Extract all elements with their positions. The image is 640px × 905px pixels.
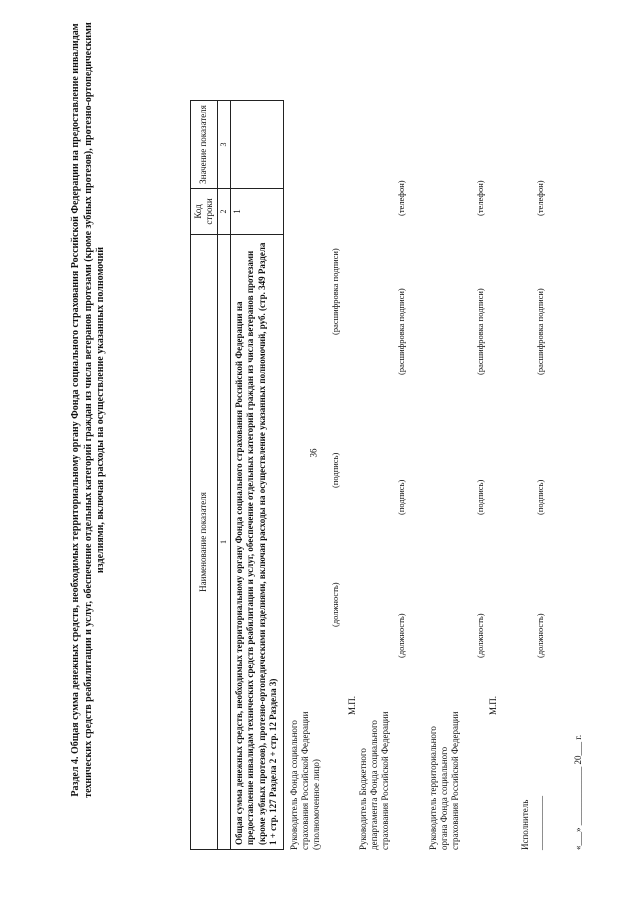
- page-number: 36: [308, 448, 319, 458]
- stamp-mark-2: М.П.: [488, 695, 498, 715]
- caption-phone-2: (телефон): [396, 180, 406, 216]
- caption-phone-4: (телефон): [535, 180, 545, 216]
- signatory-territorial-head: Руководитель территориального органа Фонда социального страхования Российской Федерации: [428, 711, 460, 850]
- stamp-mark-1: М.П.: [347, 695, 357, 715]
- caption-position-3: (должность): [475, 613, 485, 658]
- executor-blank-line: ____________: [534, 796, 544, 850]
- col-number-3: 3: [218, 101, 231, 189]
- row-indicator-name: Общая сумма денежных средств, необходимых территориальному органу Фонда социального страхования Российской Федерации на предоставление инвалидам технических средств реабилитации и услуг, обеспечение отдельных категорий граждан из числа ветеранов протезами (кроме зубных протезов), протезно-ортопедическими изделиями, включая расходы на осуществление указанных полномочий, руб. (стр. 349 Раздела 1 + стр. 127 Раздела 2 + стр. 12 Раздела 3): [230, 234, 283, 849]
- signatory-head-fss: Руководитель Фонда социального страхования Российской Федерации (уполномоченное лицо): [289, 711, 321, 850]
- section-title: Раздел 4. Общая сумма денежных средств, необходимых территориальному органу Фонда социального страхования Российской Федерации на предоставление инвалидам технических средств реабилитации и услуг, обеспечение отдельных категорий граждан из числа ветеранов протезами (кроме зубных протезов), протезно-ортопедическими изделиями, включая расходы на осуществление указанных полномочий: [70, 22, 106, 798]
- caption-decoding-1: (расшифровка подписи): [330, 248, 340, 335]
- signatory-executor: Исполнитель: [520, 799, 530, 850]
- header-indicator-value: Значение показателя: [191, 101, 218, 189]
- caption-signature-4: (подпись): [535, 479, 545, 515]
- table-row: [230, 101, 283, 850]
- caption-position-1: (должность): [330, 582, 340, 627]
- row-indicator-value: [230, 101, 283, 189]
- row-line-code: 1: [230, 188, 283, 234]
- table-number-row: [218, 101, 231, 850]
- header-line-code: Код строки: [191, 188, 218, 234]
- caption-phone-3: (телефон): [475, 180, 485, 216]
- caption-position-2: (должность): [396, 613, 406, 658]
- caption-decoding-4: (расшифровка подписи): [535, 288, 545, 375]
- caption-decoding-3: (расшифровка подписи): [475, 288, 485, 375]
- table-header-row: [191, 101, 218, 850]
- col-number-2: 2: [218, 188, 231, 234]
- caption-signature-3: (подпись): [475, 479, 485, 515]
- caption-position-4: (должность): [535, 613, 545, 658]
- col-number-1: 1: [218, 234, 231, 849]
- header-indicator-name: Наименование показателя: [191, 234, 218, 849]
- signatory-budget-department: Руководитель Бюджетного департамента Фонда социального страхования Российской Федерации: [358, 711, 390, 850]
- indicator-table: [190, 100, 284, 850]
- date-line: «___» _____________ 20___ г.: [573, 734, 583, 850]
- caption-decoding-2: (расшифровка подписи): [396, 288, 406, 375]
- caption-signature-2: (подпись): [396, 479, 406, 515]
- caption-signature-1: (подпись): [330, 452, 340, 488]
